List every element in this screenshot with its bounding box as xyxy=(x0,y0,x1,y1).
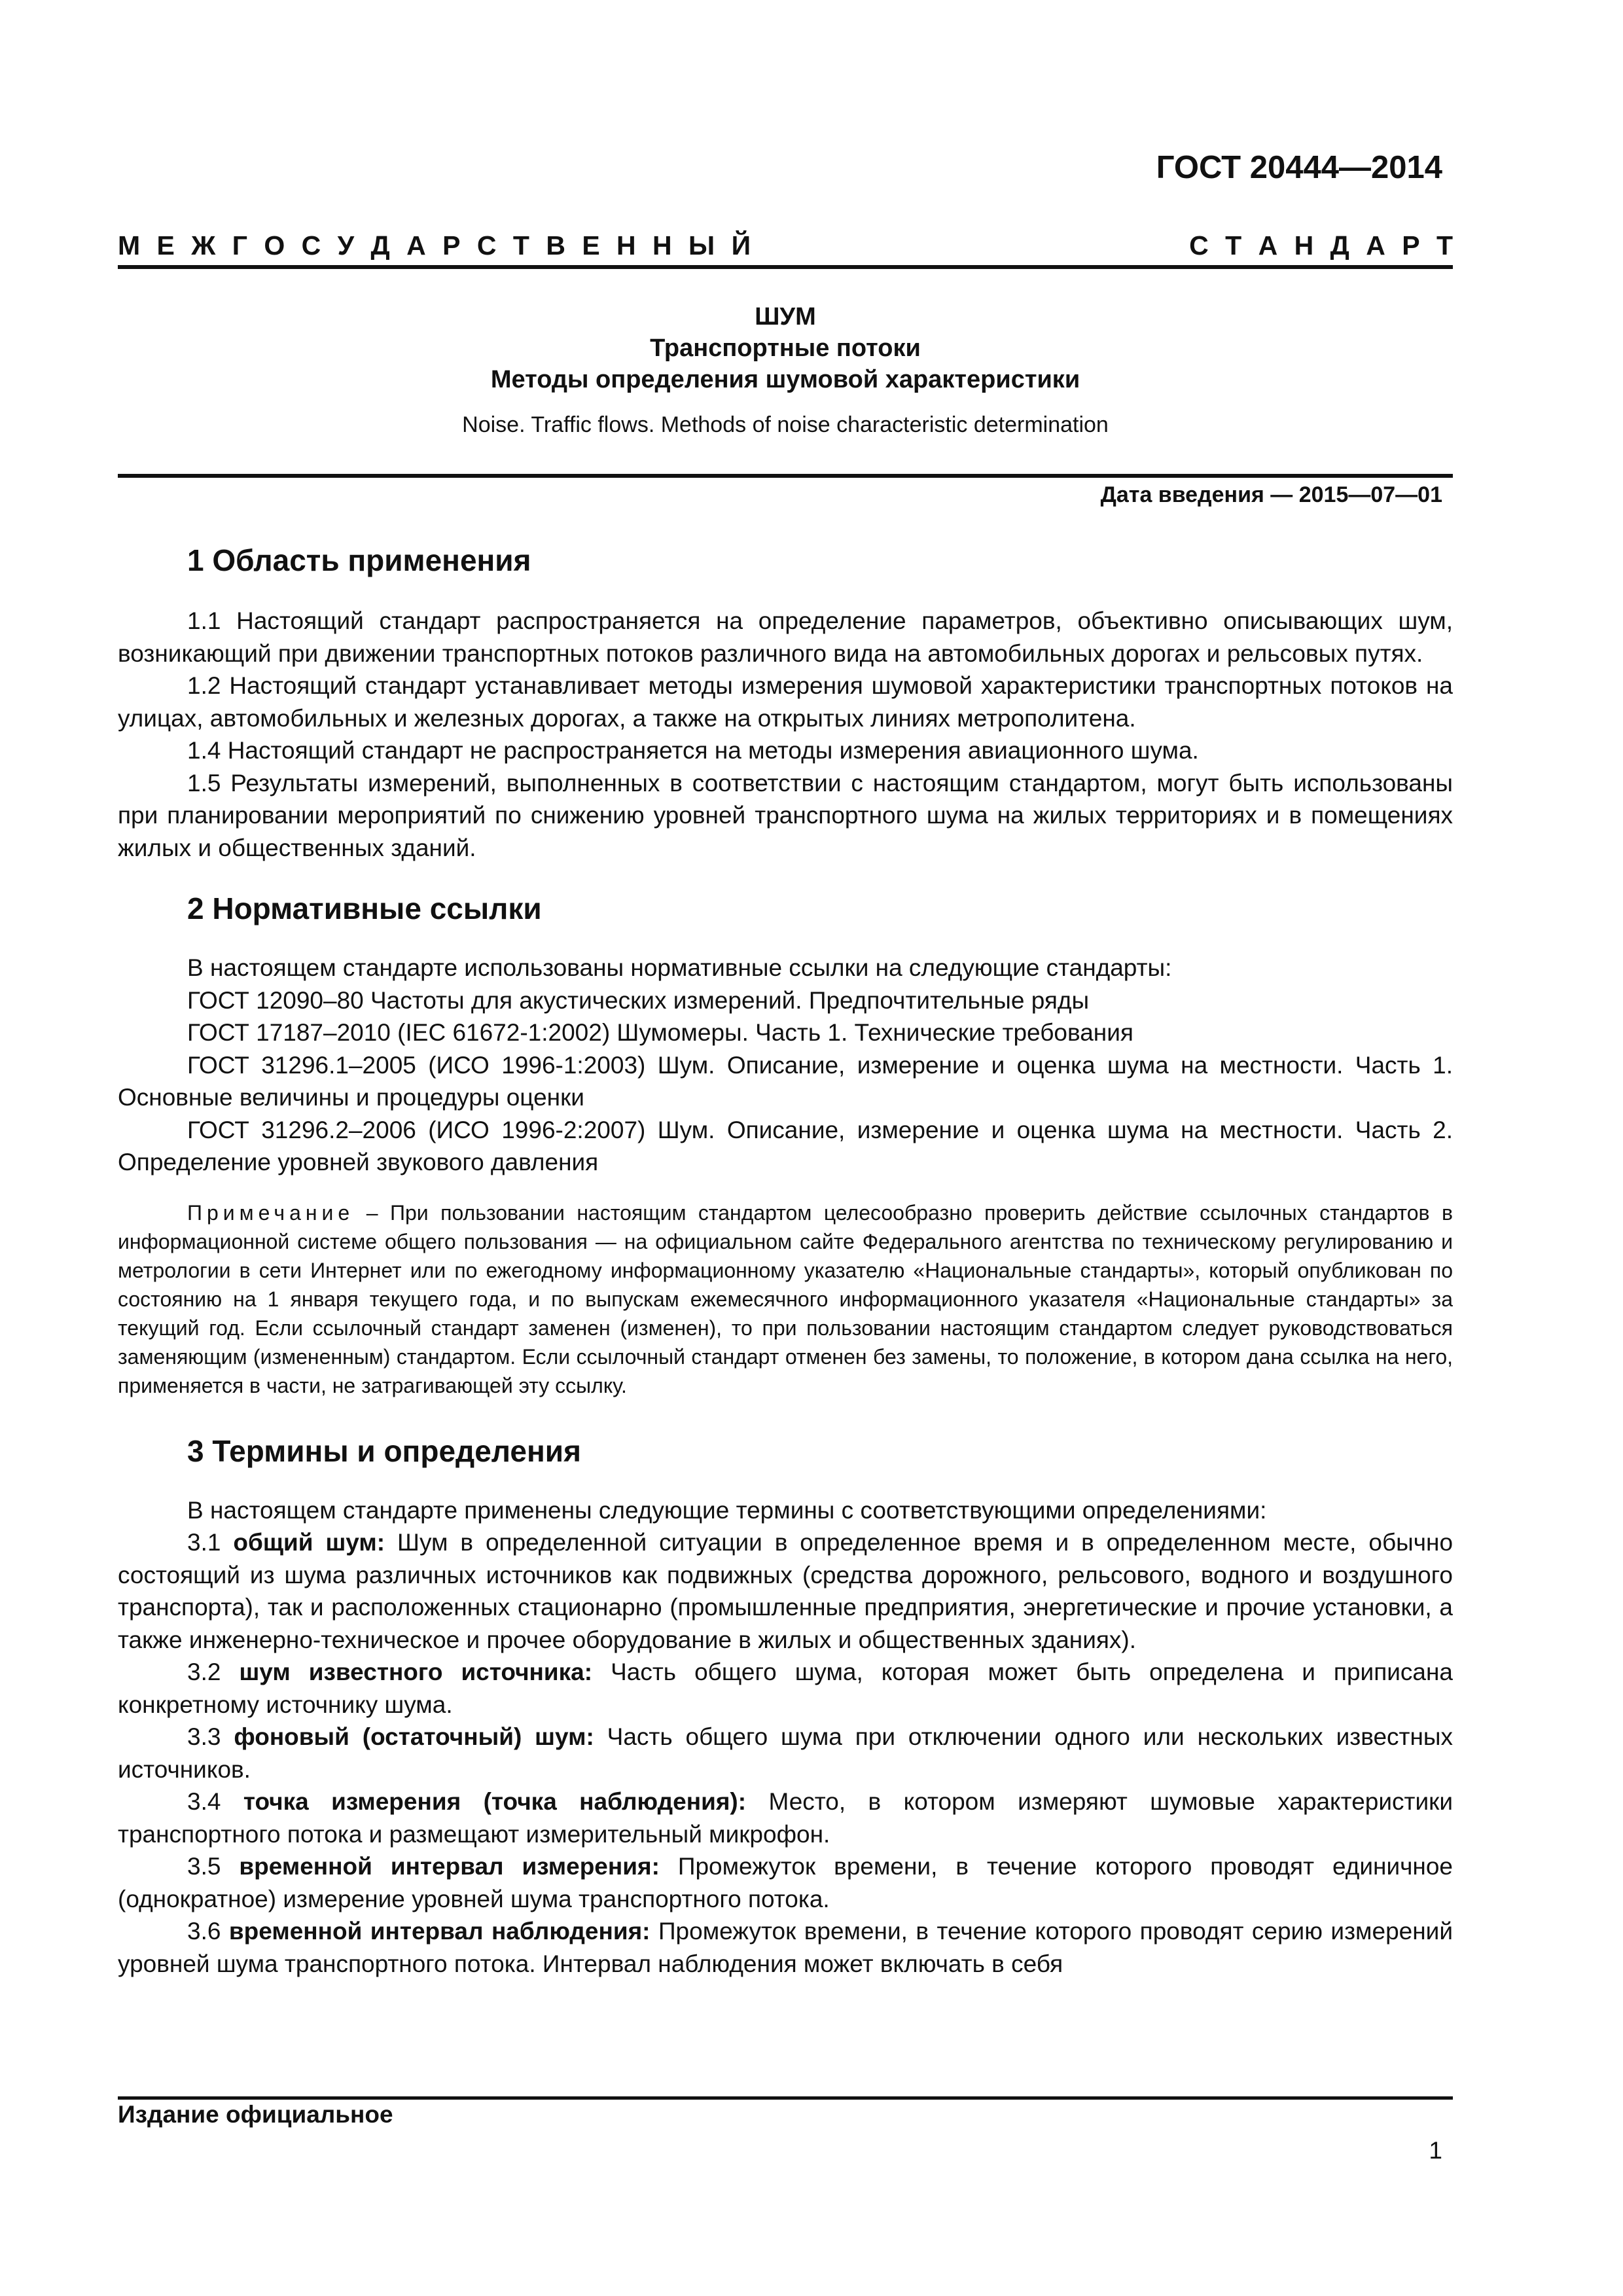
introduction-date: Дата введения — 2015—07—01 xyxy=(1100,482,1442,507)
section-1-body xyxy=(118,605,1453,864)
section-2-body xyxy=(118,952,1453,1400)
term-3-2 xyxy=(118,1656,1453,1721)
footer-rule xyxy=(118,2096,1453,2100)
term-3-6 xyxy=(118,1915,1453,1980)
paragraph-1-4: 1.4 Настоящий стандарт не распространяется на методы измерения авиационного шума. xyxy=(187,737,1199,764)
page-number: 1 xyxy=(1429,2137,1442,2164)
term-number: 3.3 xyxy=(187,1723,221,1750)
term-number: 3.6 xyxy=(187,1918,221,1945)
paragraph-1-2: 1.2 Настоящий стандарт устанавливает методы измерения шумовой характеристики транспортных потоков на улицах, автомобильных и железных дорогах, а также на открытых линиях метрополитена. xyxy=(118,672,1453,732)
title-block xyxy=(118,301,1453,438)
term-number: 3.1 xyxy=(187,1529,221,1556)
term-name: временной интервал наблюдения: xyxy=(228,1918,651,1945)
term-definition: Промежуток времени, в течение которого проводят серию измерений уровней шума транспортного потока. Интервал наблюдения может включать в себя xyxy=(118,1918,1453,1977)
reference-item: ГОСТ 31296.1–2005 (ИСО 1996-1:2003) Шум. Описание, измерение и оценка шума на местности. Часть 1. Основные величины и процедуры оценки xyxy=(118,1051,1453,1111)
title-line-3: Методы определения шумовой характеристики xyxy=(490,366,1080,393)
term-3-5 xyxy=(118,1850,1453,1915)
reference-item: ГОСТ 31296.2–2006 (ИСО 1996-2:2007) Шум. Описание, измерение и оценка шума на местности. Часть 2. Определение уровней звукового давления xyxy=(118,1116,1453,1175)
references-intro: В настоящем стандарте использованы нормативные ссылки на следующие стандарты: xyxy=(187,954,1172,981)
term-name: общий шум: xyxy=(233,1529,385,1556)
term-number: 3.4 xyxy=(187,1788,221,1815)
reference-item: ГОСТ 12090–80 Частоты для акустических измерений. Предпочтительные ряды xyxy=(187,986,1090,1014)
term-name: точка измерения (точка наблюдения): xyxy=(243,1788,747,1815)
paragraph-1-1: 1.1 Настоящий стандарт распространяется на определение параметров, объективно описывающих шум, возникающий при движении транспортных потоков различного вида на автомобильных дорогах и рельсовых путях. xyxy=(118,607,1453,667)
section-3-heading: 3 Термины и определения xyxy=(187,1433,581,1468)
term-definition: Место, в котором измеряют шумовые характеристики транспортного потока и размещают измерительный микрофон. xyxy=(118,1788,1453,1848)
term-number: 3.2 xyxy=(187,1659,221,1685)
term-definition: Часть общего шума при отключении одного или нескольких известных источников. xyxy=(118,1723,1453,1783)
term-3-4 xyxy=(118,1785,1453,1850)
title-rule xyxy=(118,474,1453,478)
term-3-3 xyxy=(118,1721,1453,1785)
title-english: Noise. Traffic flows. Methods of noise characteristic determination xyxy=(462,412,1109,437)
section-3-body xyxy=(118,1494,1453,1981)
term-number: 3.5 xyxy=(187,1853,221,1880)
reference-item: ГОСТ 17187–2010 (IEC 61672-1:2002) Шумомеры. Часть 1. Технические требования xyxy=(187,1019,1133,1046)
section-1-heading: 1 Область применения xyxy=(187,543,531,577)
references-note xyxy=(118,1198,1453,1400)
term-definition: Промежуток времени, в течение которого проводят единичное (однократное) измерение уровней шума транспортного потока. xyxy=(118,1853,1453,1912)
note-text: – При пользовании настоящим стандартом целесообразно проверить действие ссылочных стандартов в информационной системе общего пользования — на официальном сайте Федерального агентства по техническому регулированию и метрологии в сети Интернет или по ежегодному информационному указателю «Национальные стандарты», который опубликован по состоянию на 1 января текущего года, и по выпускам ежемесячного информационного указателя «Национальные стандарты» за текущий год. Если ссылочный стандарт заменен (изменен), то при пользовании настоящим стандартом следует руководствоваться заменяющим (измененным) стандартом. Если ссылочный стандарт отменен без замены, то положение, в котором дана ссылка на него, применяется в части, не затрагивающей эту ссылку. xyxy=(118,1200,1454,1397)
gost-number: ГОСТ 20444—2014 xyxy=(1156,150,1442,185)
term-3-1 xyxy=(118,1526,1453,1656)
term-definition: Часть общего шума, которая может быть определена и приписана конкретному источнику шума. xyxy=(118,1659,1453,1718)
term-name: временной интервал измерения: xyxy=(239,1853,660,1880)
standard-word: С Т А Н Д А Р Т xyxy=(1189,230,1453,260)
term-name: фоновый (остаточный) шум: xyxy=(234,1723,594,1750)
edition-label: Издание официальное xyxy=(118,2101,393,2128)
paragraph-1-5: 1.5 Результаты измерений, выполненных в соответствии с настоящим стандартом, могут быть использованы при планировании мероприятий по снижению уровней транспортного шума на жилых территориях и в помещениях жилых и общественных зданий. xyxy=(118,769,1453,861)
title-line-1: ШУМ xyxy=(755,303,816,331)
term-name: шум известного источника: xyxy=(239,1659,593,1685)
section-2-heading: 2 Нормативные ссылки xyxy=(187,891,542,925)
title-line-2: Транспортные потоки xyxy=(650,334,921,362)
interstate-word: М Е Ж Г О С У Д А Р С Т В Е Н Н Ы Й xyxy=(118,230,751,260)
header-rule xyxy=(118,265,1453,269)
note-label: Примечание xyxy=(187,1200,355,1225)
document-body xyxy=(118,535,1453,1980)
interstate-standard-banner xyxy=(118,230,1453,261)
terms-intro: В настоящем стандарте применены следующие термины с соответствующими определениями: xyxy=(187,1496,1267,1524)
term-definition: Шум в определенной ситуации в определенное время и в определенном месте, обычно состоящий из шума различных источников как подвижных (средства дорожного, рельсового, водного и воздушного транспорта), так и расположенных стационарно (промышленные предприятия, энергетические и прочие установки, а также инженерно-техническое и прочее оборудование в жилых и общественных зданиях). xyxy=(118,1529,1454,1653)
